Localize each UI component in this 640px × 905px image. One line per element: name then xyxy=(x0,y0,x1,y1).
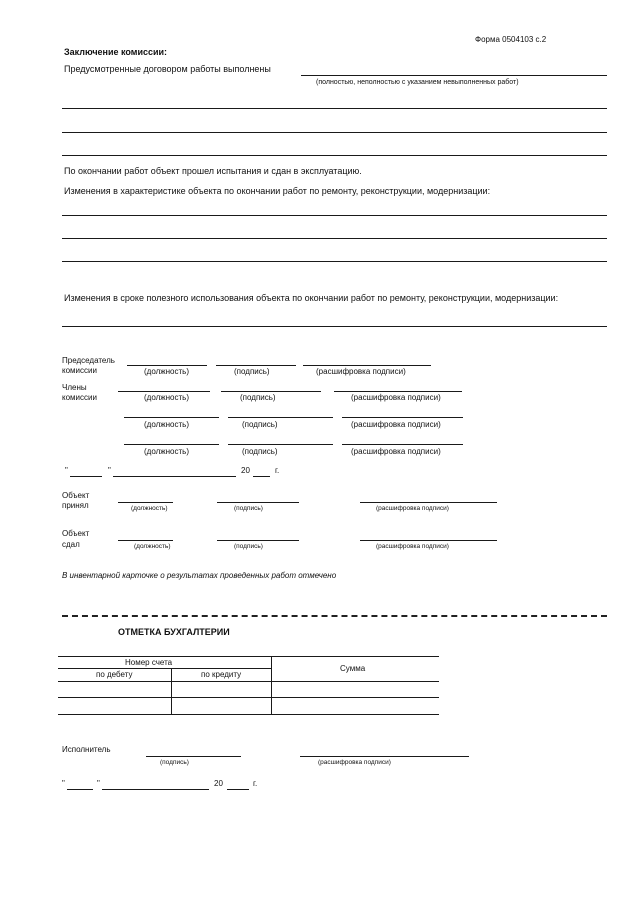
accepted-label-1: Объект xyxy=(62,491,90,500)
credit-header: по кредиту xyxy=(201,670,242,679)
accepted-position-caption: (должность) xyxy=(131,505,168,512)
accepted-position-line[interactable] xyxy=(118,502,173,503)
inventory-note: В инвентарной карточке о результатах проведенных работ отмечено xyxy=(62,571,337,580)
works-line-3[interactable] xyxy=(62,132,607,133)
member3-position-caption: (должность) xyxy=(144,447,189,456)
account-number-header: Номер счета xyxy=(125,658,173,667)
chair-position-caption: (должность) xyxy=(144,367,189,376)
member1-signature-line[interactable] xyxy=(221,391,321,392)
commission-date-year[interactable] xyxy=(253,476,270,477)
chair-label-2: комиссии xyxy=(62,366,97,375)
member2-signature-caption: (подпись) xyxy=(242,420,278,429)
executor-date-open-quote: " xyxy=(62,779,65,788)
accounting-header-bottom xyxy=(58,681,439,682)
conclusion-heading: Заключение комиссии: xyxy=(64,47,168,57)
chair-position-line[interactable] xyxy=(127,365,207,366)
cut-line xyxy=(62,615,607,617)
member3-position-line[interactable] xyxy=(124,444,219,445)
works-hint: (полностью, неполностью с указанием невыполненных работ) xyxy=(316,79,519,86)
member1-decoding-line[interactable] xyxy=(334,391,462,392)
executor-date-close-quote: " xyxy=(97,779,100,788)
handed-label-1: Объект xyxy=(62,529,90,538)
accounting-row-2 xyxy=(58,714,439,715)
commission-date-day[interactable] xyxy=(70,476,102,477)
life-line-1[interactable] xyxy=(62,326,607,327)
accounting-row-1 xyxy=(58,697,439,698)
commission-date-month[interactable] xyxy=(113,476,236,477)
changes-life-label: Изменения в сроке полезного использования объекта по окончании работ по ремонту, реконструкции, модернизации: xyxy=(64,293,559,303)
characteristics-line-1[interactable] xyxy=(62,215,607,216)
executor-date-year-prefix: 20 xyxy=(214,779,223,788)
chair-label-1: Председатель xyxy=(62,356,115,365)
chair-signature-caption: (подпись) xyxy=(234,367,270,376)
member3-decoding-line[interactable] xyxy=(342,444,463,445)
works-line-2[interactable] xyxy=(62,108,607,109)
members-label-2: комиссии xyxy=(62,393,97,402)
member3-decoding-caption: (расшифровка подписи) xyxy=(351,447,441,456)
chair-decoding-line[interactable] xyxy=(303,365,431,366)
changes-characteristics-label: Изменения в характеристике объекта по окончании работ по ремонту, реконструкции, модернизации: xyxy=(64,186,491,196)
member3-signature-line[interactable] xyxy=(228,444,333,445)
works-line-4[interactable] xyxy=(62,155,607,156)
handed-signature-line[interactable] xyxy=(217,540,299,541)
executor-date-day[interactable] xyxy=(67,789,93,790)
accepted-decoding-caption: (расшифровка подписи) xyxy=(376,505,449,512)
member2-decoding-line[interactable] xyxy=(342,417,463,418)
works-line[interactable] xyxy=(301,75,607,76)
member2-decoding-caption: (расшифровка подписи) xyxy=(351,420,441,429)
executor-signature-caption: (подпись) xyxy=(160,759,189,766)
chair-signature-line[interactable] xyxy=(216,365,296,366)
commission-date-open-quote: " xyxy=(65,466,68,475)
executor-date-year[interactable] xyxy=(227,789,249,790)
accounting-table-top xyxy=(58,656,439,657)
member2-position-caption: (должность) xyxy=(144,420,189,429)
accepted-signature-caption: (подпись) xyxy=(234,505,263,512)
member1-signature-caption: (подпись) xyxy=(240,393,276,402)
executor-decoding-caption: (расшифровка подписи) xyxy=(318,759,391,766)
handed-position-caption: (должность) xyxy=(134,543,171,550)
members-label-1: Члены xyxy=(62,383,87,392)
member1-position-caption: (должность) xyxy=(144,393,189,402)
executor-date-year-suffix: г. xyxy=(253,779,258,788)
member2-signature-line[interactable] xyxy=(228,417,333,418)
handed-decoding-line[interactable] xyxy=(360,540,497,541)
characteristics-line-2[interactable] xyxy=(62,238,607,239)
commission-date-year-prefix: 20 xyxy=(241,466,250,475)
accepted-signature-line[interactable] xyxy=(217,502,299,503)
executor-signature-line[interactable] xyxy=(146,756,241,757)
debit-header: по дебету xyxy=(96,670,133,679)
accounting-col-sum xyxy=(271,656,272,714)
tested-text: По окончании работ объект прошел испытания и сдан в эксплуатацию. xyxy=(64,166,362,176)
member2-position-line[interactable] xyxy=(124,417,219,418)
handed-decoding-caption: (расшифровка подписи) xyxy=(376,543,449,550)
executor-label: Исполнитель xyxy=(62,745,111,754)
sum-header: Сумма xyxy=(340,664,366,673)
member1-position-line[interactable] xyxy=(118,391,210,392)
member1-decoding-caption: (расшифровка подписи) xyxy=(351,393,441,402)
handed-signature-caption: (подпись) xyxy=(234,543,263,550)
executor-date-month[interactable] xyxy=(102,789,209,790)
works-label: Предусмотренные договором работы выполнены xyxy=(64,64,271,74)
accounting-header-split xyxy=(58,668,271,669)
member3-signature-caption: (подпись) xyxy=(242,447,278,456)
form-number: Форма 0504103 с.2 xyxy=(475,35,547,44)
handed-position-line[interactable] xyxy=(118,540,173,541)
commission-date-year-suffix: г. xyxy=(275,466,280,475)
accepted-decoding-line[interactable] xyxy=(360,502,497,503)
accounting-col-debit-credit xyxy=(171,668,172,714)
accepted-label-2: принял xyxy=(62,501,89,510)
handed-label-2: сдал xyxy=(62,540,80,549)
characteristics-line-3[interactable] xyxy=(62,261,607,262)
accounting-heading: ОТМЕТКА БУХГАЛТЕРИИ xyxy=(118,627,230,637)
chair-decoding-caption: (расшифровка подписи) xyxy=(316,367,406,376)
executor-decoding-line[interactable] xyxy=(300,756,469,757)
commission-date-close-quote: " xyxy=(108,466,111,475)
